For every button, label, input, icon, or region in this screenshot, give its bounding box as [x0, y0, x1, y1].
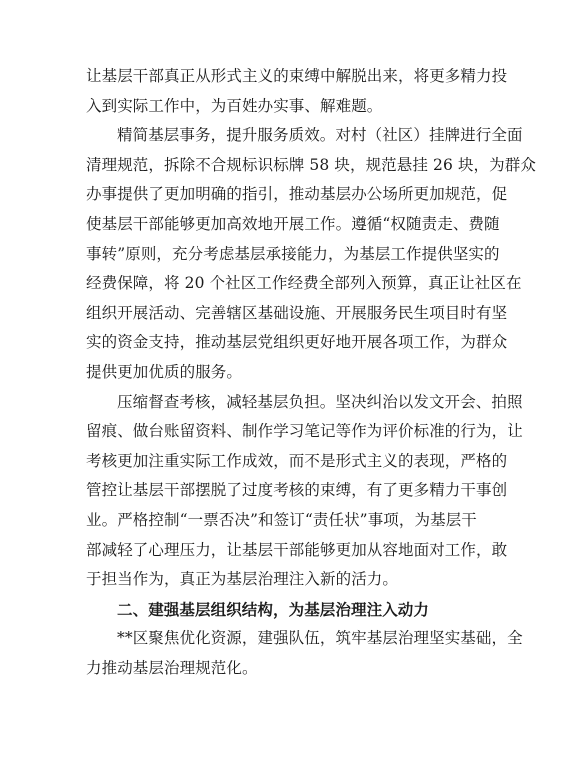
- text-line: 让基层干部真正从形式主义的束缚中解脱出来，将更多精力投: [86, 67, 508, 85]
- text-line: 留痕、做台账留资料、制作学习笔记等作为评价标准的行为，让: [86, 422, 523, 441]
- text-line: 精简基层事务，提升服务质效。对村（社区）挂牌进行全面: [117, 126, 523, 145]
- paragraph-continuation: [86, 62, 508, 121]
- text-line: 组织开展活动、完善辖区基础设施、开展服务民生项目时有坚: [86, 303, 508, 322]
- text-line: 事转”原则，充分考虑基层承接能力，为基层工作提供坚实的: [86, 244, 500, 263]
- text-line: 提供更加优质的服务。: [86, 362, 243, 381]
- document-body: [86, 62, 536, 683]
- text-line: 力推动基层治理规范化。: [86, 658, 258, 677]
- text-line: 入到实际工作中，为百姓办实事、解难题。: [86, 96, 383, 115]
- text-line: 使基层干部能够更加高效地开展工作。遵循“权随责走、费随: [86, 214, 500, 233]
- text-line: 压缩督查考核，减轻基层负担。坚决纠治以发文开会、拍照: [117, 392, 523, 411]
- paragraph-build-teams: [86, 624, 523, 683]
- text-line: 业。严格控制“一票否决”和签订“责任状”事项，为基层干: [86, 510, 477, 529]
- paragraph-simplify-affairs: [86, 121, 536, 387]
- text-line: 部减轻了心理压力，让基层干部能够更加从容地面对工作，敢: [86, 540, 508, 559]
- text-line: 清理规范，拆除不合规标识标牌 58 块，规范悬挂 26 块，为群众: [86, 155, 536, 174]
- text-line: **区聚焦优化资源，建强队伍，筑牢基层治理坚实基础，全: [117, 629, 523, 648]
- text-line: 实的资金支持，推动基层党组织更好地开展各项工作，为群众: [86, 333, 508, 352]
- text-line: 管控让基层干部摆脱了过度考核的束缚，有了更多精力干事创: [86, 481, 508, 500]
- text-line: 考核更加注重实际工作成效，而不是形式主义的表现，严格的: [86, 451, 508, 470]
- heading-text: 二、建强基层组织结构，为基层治理注入动力: [117, 599, 430, 619]
- text-line: 办事提供了更加明确的指引，推动基层办公场所更加规范，促: [86, 185, 508, 204]
- section-heading: [86, 595, 500, 625]
- text-line: 于担当作为，真正为基层治理注入新的活力。: [86, 570, 399, 589]
- text-line: 经费保障，将 20 个社区工作经费全部列入预算，真正让社区在: [86, 274, 522, 293]
- paragraph-reduce-inspection: [86, 388, 523, 595]
